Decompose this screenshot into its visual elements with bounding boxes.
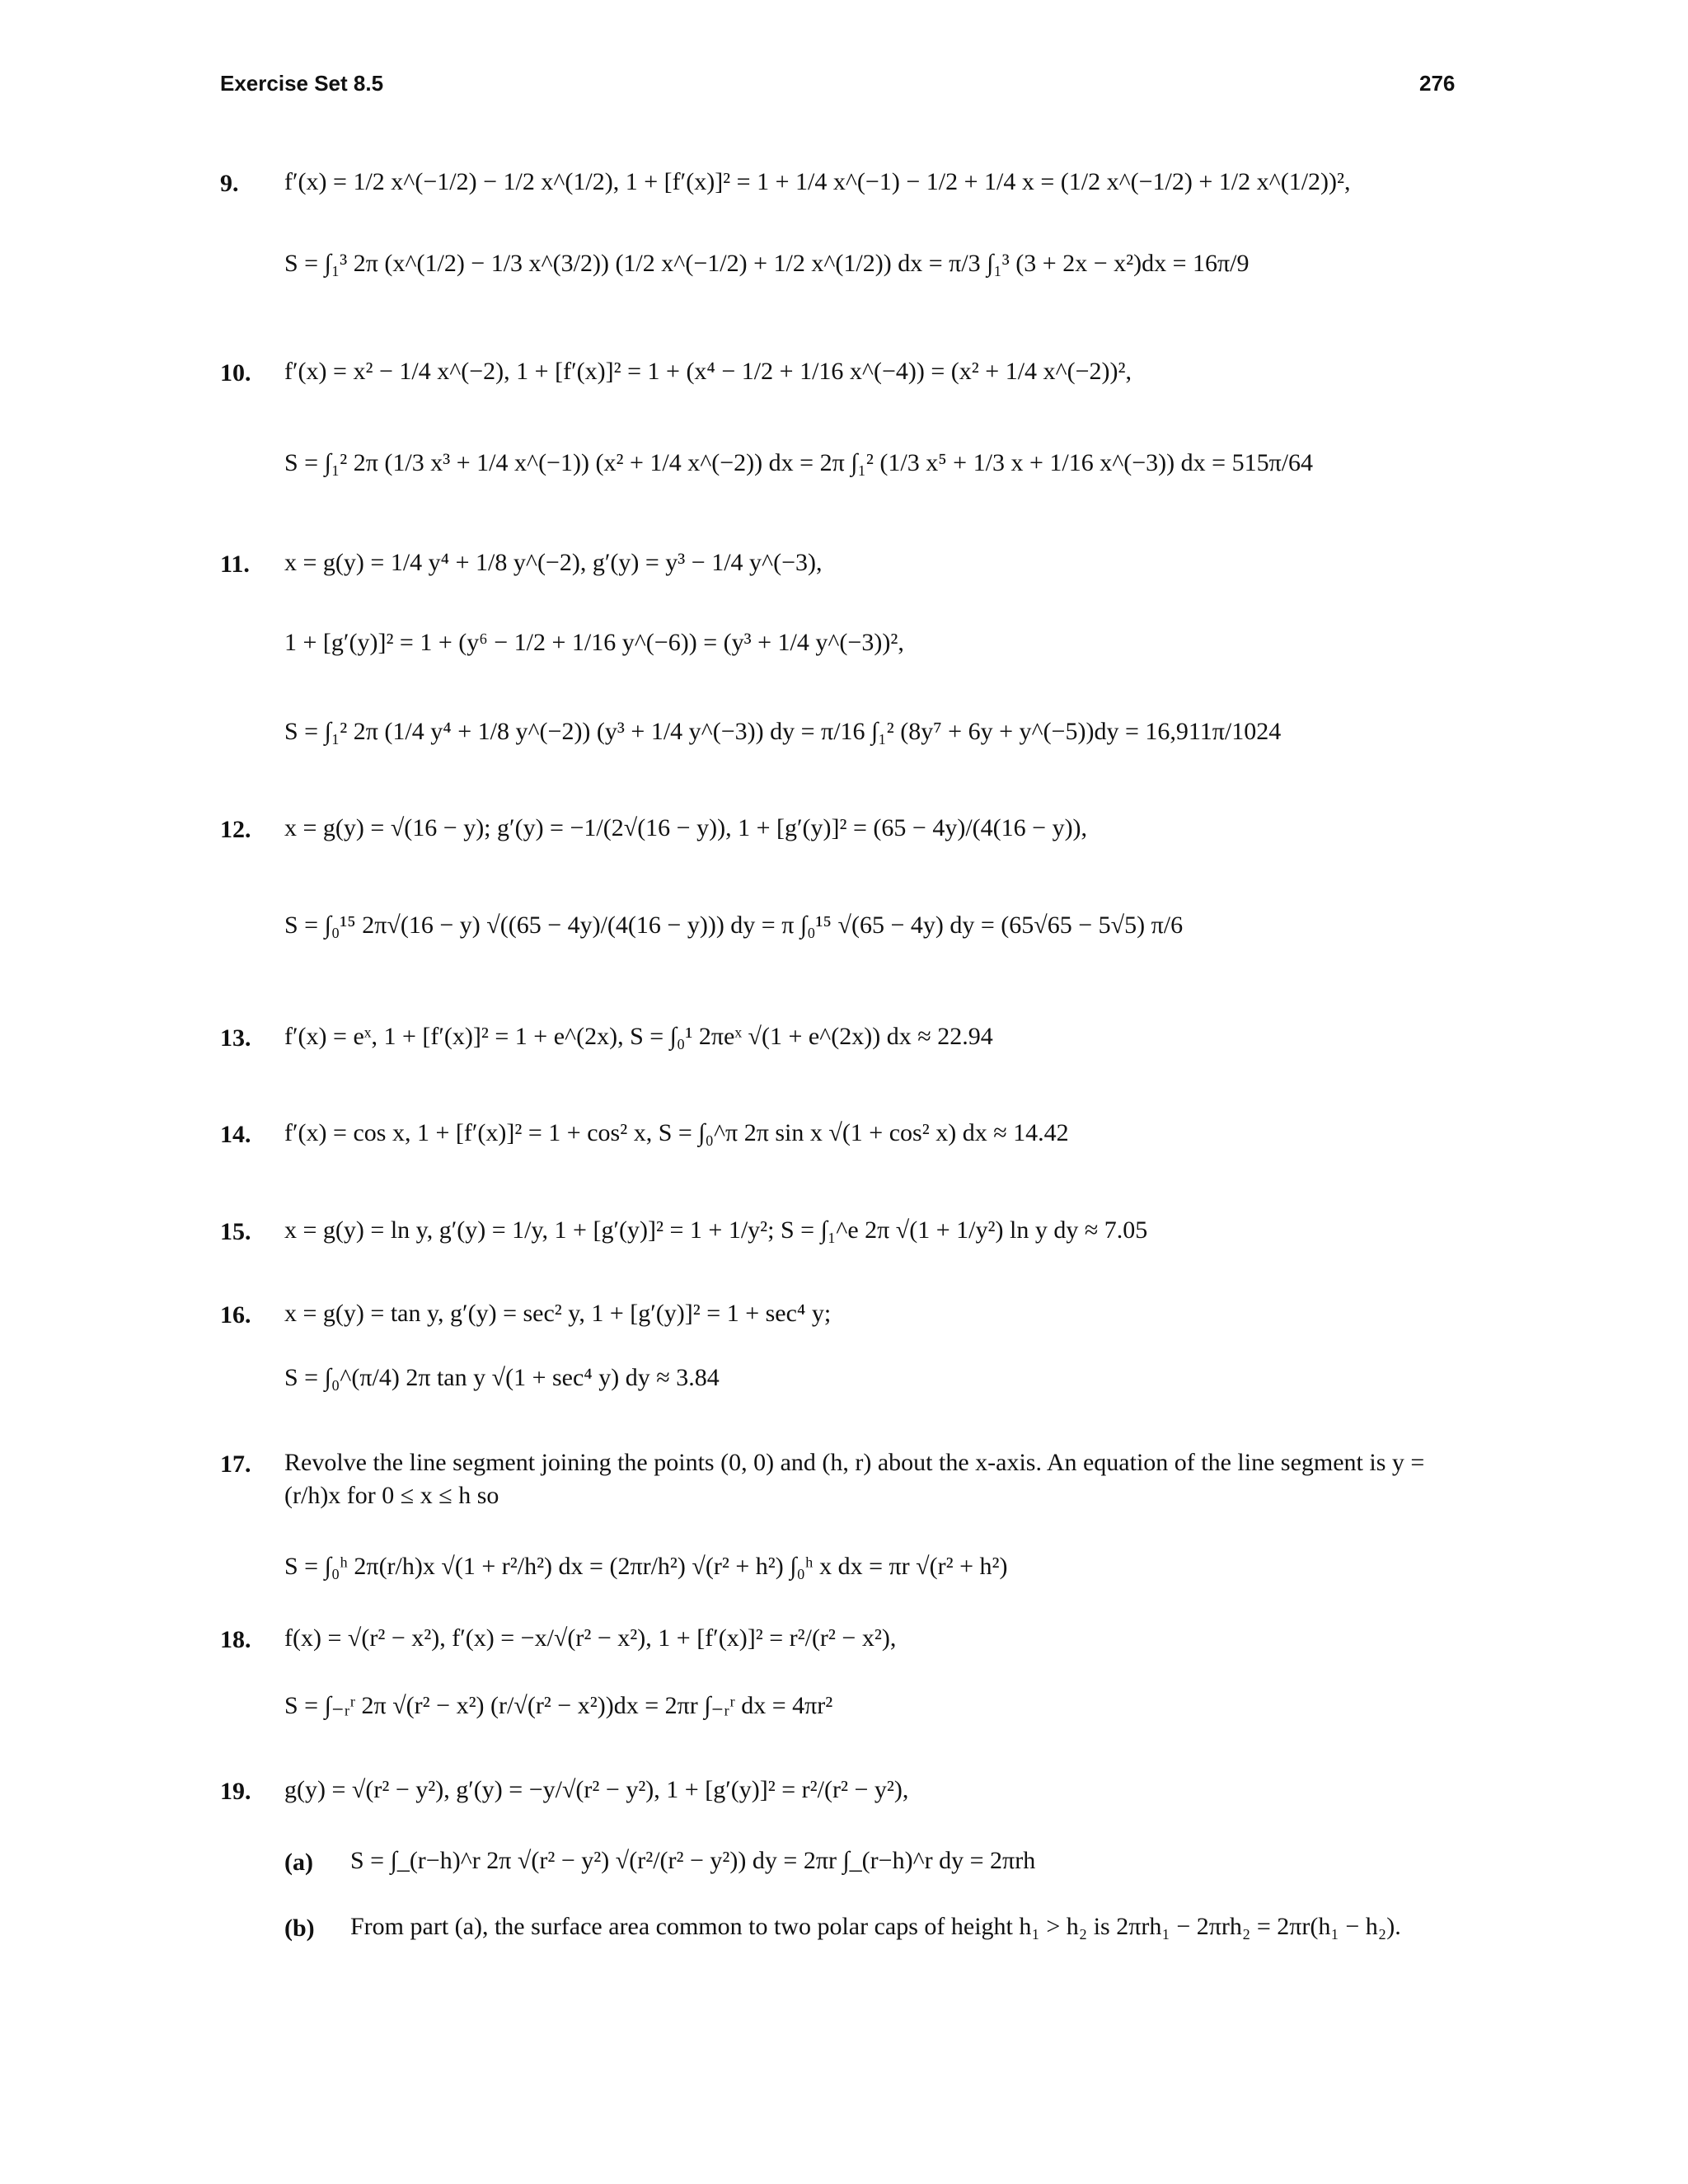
part-label: (b) [284, 1915, 315, 1942]
equation-line: g(y) = √(r² − y²), g′(y) = −y/√(r² − y²), 1 + [g′(y)]² = r²/(r² − y²), [284, 1776, 909, 1803]
equation-line: S = ∫₁² 2π (1/3 x³ + 1/4 x^(−1)) (x² + 1/4 x^(−2)) dx = 2π ∫₁² (1/3 x⁵ + 1/3 x + 1/16 x^(−3)) dx = 515π/64 [284, 449, 1314, 476]
problem-number: 14. [220, 1121, 251, 1148]
problem-number: 18. [220, 1626, 251, 1653]
equation-line: f′(x) = x² − 1/4 x^(−2), 1 + [f′(x)]² = 1 + (x⁴ − 1/2 + 1/16 x^(−4)) = (x² + 1/4 x^(−2))², [284, 358, 1132, 385]
equation-line: S = ∫₀¹⁵ 2π√(16 − y) √((65 − 4y)/(4(16 − y))) dy = π ∫₀¹⁵ √(65 − 4y) dy = (65√65 − 5√5) π/6 [284, 912, 1184, 939]
problem-number: 12. [220, 816, 251, 843]
equation-line: S = ∫_(r−h)^r 2π √(r² − y²) √(r²/(r² − y²)) dy = 2πr ∫_(r−h)^r dy = 2πrh [350, 1847, 1036, 1874]
problem-number: 10. [220, 359, 251, 387]
problem-number: 17. [220, 1451, 251, 1478]
equation-line: S = ∫₁² 2π (1/4 y⁴ + 1/8 y^(−2)) (y³ + 1/4 y^(−3)) dy = π/16 ∫₁² (8y⁷ + 6y + y^(−5))dy = 16,911π/1024 [284, 718, 1282, 745]
problem-number: 11. [220, 551, 250, 578]
equation-line: f′(x) = cos x, 1 + [f′(x)]² = 1 + cos² x, S = ∫₀^π 2π sin x √(1 + cos² x) dx ≈ 14.42 [284, 1119, 1069, 1146]
problem-number: 13. [220, 1024, 251, 1052]
problem-number: 15. [220, 1218, 251, 1245]
problem-statement: Revolve the line segment joining the points (0, 0) and (h, r) about the x-axis. An equation of the line segment is y = (r/h)x for 0 ≤ x ≤ h so [284, 1449, 1425, 1509]
equation-line: S = ∫₁³ 2π (x^(1/2) − 1/3 x^(3/2)) (1/2 x^(−1/2) + 1/2 x^(1/2)) dx = π/3 ∫₁³ (3 + 2x − x²)dx = 16π/9 [284, 250, 1250, 277]
equation-line: x = g(y) = ln y, g′(y) = 1/y, 1 + [g′(y)]² = 1 + 1/y²; S = ∫₁^e 2π √(1 + 1/y²) ln y dy ≈ 7.05 [284, 1216, 1148, 1244]
equation-line: S = ∫₀ʰ 2π(r/h)x √(1 + r²/h²) dx = (2πr/h²) √(r² + h²) ∫₀ʰ x dx = πr √(r² + h²) [284, 1553, 1008, 1580]
problem-number: 16. [220, 1301, 251, 1329]
equation-line: x = g(y) = 1/4 y⁴ + 1/8 y^(−2), g′(y) = y³ − 1/4 y^(−3), [284, 549, 823, 576]
equation-line: x = g(y) = tan y, g′(y) = sec² y, 1 + [g′(y)]² = 1 + sec⁴ y; [284, 1300, 832, 1327]
problem-number: 9. [220, 170, 239, 197]
problem-number: 19. [220, 1778, 251, 1805]
equation-line: 1 + [g′(y)]² = 1 + (y⁶ − 1/2 + 1/16 y^(−6)) = (y³ + 1/4 y^(−3))², [284, 629, 904, 656]
equation-line: S = ∫₋ᵣʳ 2π √(r² − x²) (r/√(r² − x²))dx = 2πr ∫₋ᵣʳ dx = 4πr² [284, 1692, 833, 1719]
equation-line: f′(x) = 1/2 x^(−1/2) − 1/2 x^(1/2), 1 + [f′(x)]² = 1 + 1/4 x^(−1) − 1/2 + 1/4 x = (1/2 x^(−1/2) + 1/2 x^(1/2))², [284, 168, 1351, 195]
equation-line: x = g(y) = √(16 − y); g′(y) = −1/(2√(16 − y)), 1 + [g′(y)]² = (65 − 4y)/(4(16 − y)), [284, 814, 1088, 841]
equation-line: f(x) = √(r² − x²), f′(x) = −x/√(r² − x²), 1 + [f′(x)]² = r²/(r² − x²), [284, 1624, 897, 1652]
running-head: Exercise Set 8.5 [220, 71, 384, 96]
part-label: (a) [284, 1849, 313, 1876]
equation-line: f′(x) = eˣ, 1 + [f′(x)]² = 1 + e^(2x), S = ∫₀¹ 2πeˣ √(1 + e^(2x)) dx ≈ 22.94 [284, 1023, 993, 1050]
page-number: 276 [1419, 71, 1456, 96]
equation-line: S = ∫₀^(π/4) 2π tan y √(1 + sec⁴ y) dy ≈ 3.84 [284, 1364, 720, 1391]
part-text: From part (a), the surface area common to two polar caps of height h₁ > h₂ is 2πrh₁ − 2πrh₂ = 2πr(h₁ − h₂). [350, 1913, 1401, 1940]
